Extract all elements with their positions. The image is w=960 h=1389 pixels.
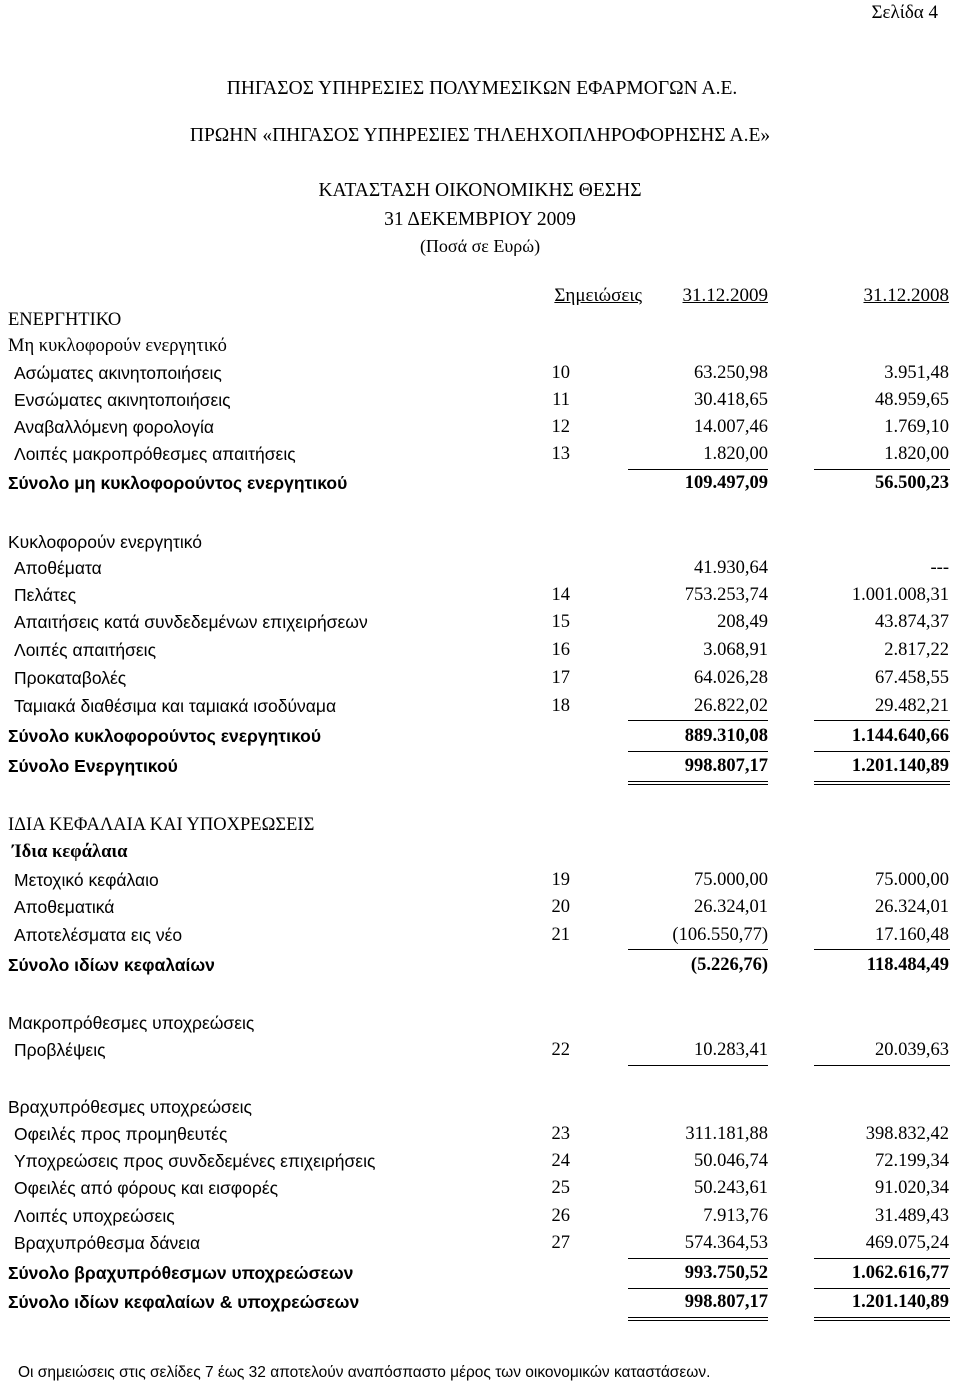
table-row xyxy=(0,585,960,613)
subtotal-value-2008: 1.144.640,66 xyxy=(851,726,949,746)
row-label: Αποθεματικά xyxy=(14,897,115,917)
row-label: Προκαταβολές xyxy=(14,668,127,688)
table-row xyxy=(0,640,960,668)
subtotal-label: Σύνολο κυκλοφορούντος ενεργητικού xyxy=(8,726,322,746)
total-value-2008: 1.201.140,89 xyxy=(851,756,949,776)
table-row xyxy=(0,444,960,472)
row-value-2008: 469.075,24 xyxy=(865,1233,949,1253)
subtotal-value-2009: 889.310,08 xyxy=(684,726,768,746)
currency-note: (Ποσά σε Ευρώ) xyxy=(419,236,541,256)
row-value-2009: 30.418,65 xyxy=(694,390,768,410)
page-number: Σελίδα 4 xyxy=(871,2,938,23)
row-note: 18 xyxy=(551,696,570,716)
total-row xyxy=(0,756,960,784)
row-note: 16 xyxy=(551,640,570,660)
table-row xyxy=(0,558,960,586)
row-value-2008: 2.817,22 xyxy=(884,640,949,660)
row-value-2009: 75.000,00 xyxy=(694,870,768,890)
current-heading xyxy=(0,532,960,560)
row-label: Οφειλές προς προμηθευτές xyxy=(14,1124,228,1144)
subtotal-value-2009: (5.226,76) xyxy=(690,955,768,975)
row-value-2009: 26.822,02 xyxy=(694,696,768,716)
row-value-2008: 26.324,01 xyxy=(875,897,949,917)
row-note: 25 xyxy=(551,1178,570,1198)
row-label: Ενσώματες ακινητοποιήσεις xyxy=(14,390,231,410)
total-value-2009: 998.807,17 xyxy=(684,756,768,776)
table-row xyxy=(0,870,960,898)
underline-2008 xyxy=(814,1065,950,1066)
row-note: 19 xyxy=(551,870,570,890)
row-value-2008: 75.000,00 xyxy=(875,870,949,890)
company-name: ΠΗΓΑΣΟΣ ΥΠΗΡΕΣΙΕΣ ΠΟΛΥΜΕΣΙΚΩΝ ΕΦΑΡΜΟΓΩΝ Α.Ε. xyxy=(226,78,738,99)
row-value-2008: 3.951,48 xyxy=(884,363,949,383)
double-underline-2009 xyxy=(628,1317,768,1318)
equity-liabilities-heading xyxy=(0,815,960,843)
row-label: Οφειλές από φόρους και εισφορές xyxy=(14,1178,279,1198)
row-value-2009: 574.364,53 xyxy=(684,1233,768,1253)
equity-liabilities-heading-label: ΙΔΙΑ ΚΕΦΑΛΑΙΑ ΚΑΙ ΥΠΟΧΡΕΩΣΕΙΣ xyxy=(8,815,315,835)
shortterm-heading xyxy=(0,1097,960,1125)
row-value-2008: 91.020,34 xyxy=(875,1178,949,1198)
underline-2008 xyxy=(814,1258,950,1259)
subtotal-label: Σύνολο ιδίων κεφαλαίων xyxy=(8,955,215,975)
row-value-2008: 48.959,65 xyxy=(875,390,949,410)
double-underline-2009 xyxy=(628,1320,768,1321)
underline-2009 xyxy=(628,949,768,950)
current-heading-label: Κυκλοφορούν ενεργητικό xyxy=(8,532,203,552)
row-value-2009: (106.550,77) xyxy=(672,925,768,945)
noncurrent-heading xyxy=(0,336,960,364)
double-underline-2008 xyxy=(814,1317,950,1318)
table-row xyxy=(0,897,960,925)
row-label: Ταμιακά διαθέσιμα και ταμιακά ισοδύναμα xyxy=(14,696,337,716)
subtotal-value-2008: 1.062.616,77 xyxy=(851,1263,949,1283)
subtotal-row xyxy=(0,1263,960,1291)
row-label: Υποχρεώσεις προς συνδεδεμένες επιχειρήσεις xyxy=(14,1151,376,1171)
underline-2009 xyxy=(628,1258,768,1259)
row-value-2009: 50.243,61 xyxy=(694,1178,768,1198)
row-label: Απαιτήσεις κατά συνδεδεμένων επιχειρήσεων xyxy=(14,612,368,632)
row-label: Μετοχικό κεφάλαιο xyxy=(14,870,159,890)
underline-2008 xyxy=(814,751,950,752)
double-underline-2008 xyxy=(814,784,950,785)
row-value-2009: 1.820,00 xyxy=(703,444,768,464)
row-value-2008: 29.482,21 xyxy=(875,696,949,716)
table-row xyxy=(0,1178,960,1206)
row-value-2008: 67.458,55 xyxy=(875,668,949,688)
table-row xyxy=(0,390,960,418)
underline-2009 xyxy=(628,720,768,721)
row-note: 21 xyxy=(551,925,570,945)
table-row xyxy=(0,1151,960,1179)
underline-2009 xyxy=(628,1288,768,1289)
row-note: 13 xyxy=(551,444,570,464)
row-value-2008: 72.199,34 xyxy=(875,1151,949,1171)
row-value-2009: 41.930,64 xyxy=(694,558,768,578)
row-value-2008: 1.001.008,31 xyxy=(851,585,949,605)
row-value-2009: 208,49 xyxy=(717,612,768,632)
longterm-heading-label: Μακροπρόθεσμες υποχρεώσεις xyxy=(8,1013,255,1033)
assets-heading xyxy=(0,310,960,338)
company-former-name: ΠΡΩΗΝ «ΠΗΓΑΣΟΣ ΥΠΗΡΕΣΙΕΣ ΤΗΛΕΗΧΟΠΛΗΡΟΦΟΡΗΣΗΣ Α.Ε» xyxy=(189,125,771,146)
row-value-2008: 31.489,43 xyxy=(875,1206,949,1226)
table-row xyxy=(0,1124,960,1152)
row-note: 27 xyxy=(551,1233,570,1253)
row-label: Ασώματες ακινητοποιήσεις xyxy=(14,363,222,383)
row-note: 20 xyxy=(551,897,570,917)
row-value-2008: 20.039,63 xyxy=(875,1040,949,1060)
row-value-2009: 64.026,28 xyxy=(694,668,768,688)
shortterm-heading-label: Βραχυπρόθεσμες υποχρεώσεις xyxy=(8,1097,252,1117)
row-value-2009: 50.046,74 xyxy=(694,1151,768,1171)
row-value-2008: 1.820,00 xyxy=(884,444,949,464)
row-note: 26 xyxy=(551,1206,570,1226)
row-value-2008: 43.874,37 xyxy=(875,612,949,632)
equity-heading xyxy=(0,842,960,870)
total-row xyxy=(0,1292,960,1320)
row-note: 14 xyxy=(551,585,570,605)
double-underline-2008 xyxy=(814,1320,950,1321)
statement-title: ΚΑΤΑΣΤΑΣΗ ΟΙΚΟΝΟΜΙΚΗΣ ΘΕΣΗΣ xyxy=(318,180,642,201)
subtotal-row xyxy=(0,473,960,501)
underline-2008 xyxy=(814,1288,950,1289)
table-row xyxy=(0,417,960,445)
row-value-2008: 398.832,42 xyxy=(865,1124,949,1144)
row-note: 11 xyxy=(552,390,570,410)
column-2008: 31.12.2008 xyxy=(863,285,949,306)
subtotal-value-2008: 118.484,49 xyxy=(866,955,949,975)
row-label: Λοιπές μακροπρόθεσμες απαιτήσεις xyxy=(14,444,296,464)
row-label: Βραχυπρόθεσμα δάνεια xyxy=(14,1233,201,1253)
row-value-2009: 311.181,88 xyxy=(685,1124,768,1144)
double-underline-2009 xyxy=(628,781,768,782)
subtotal-row xyxy=(0,955,960,983)
row-note: 17 xyxy=(551,668,570,688)
row-note: 24 xyxy=(551,1151,570,1171)
row-label: Λοιπές απαιτήσεις xyxy=(14,640,156,660)
column-notes: Σημειώσεις xyxy=(554,285,642,306)
row-note: 23 xyxy=(551,1124,570,1144)
row-label: Αποτελέσματα εις νέο xyxy=(14,925,183,945)
table-row xyxy=(0,668,960,696)
underline-2008 xyxy=(814,720,950,721)
row-value-2009: 7.913,76 xyxy=(703,1206,768,1226)
underline-2009 xyxy=(628,469,768,470)
row-value-2009: 3.068,91 xyxy=(703,640,768,660)
row-note: 22 xyxy=(551,1040,570,1060)
row-label: Λοιπές υποχρεώσεις xyxy=(14,1206,175,1226)
row-label: Προβλέψεις xyxy=(14,1040,106,1060)
footnote: Οι σημειώσεις στις σελίδες 7 έως 32 αποτελούν αναπόσπαστο μέρος των οικονομικών καταστάσεων. xyxy=(18,1364,711,1381)
row-note: 10 xyxy=(551,363,570,383)
row-value-2008: --- xyxy=(930,558,949,578)
row-label: Αναβαλλόμενη φορολογία xyxy=(14,417,215,437)
row-note: 15 xyxy=(551,612,570,632)
subtotal-label: Σύνολο μη κυκλοφορούντος ενεργητικού xyxy=(8,473,348,493)
statement-date: 31 ΔΕΚΕΜΒΡΙΟΥ 2009 xyxy=(384,209,576,230)
assets-heading-label: ΕΝΕΡΓΗΤΙΚΟ xyxy=(8,310,122,330)
subtotal-value-2009: 993.750,52 xyxy=(684,1263,768,1283)
row-value-2009: 14.007,46 xyxy=(694,417,768,437)
row-value-2009: 753.253,74 xyxy=(684,585,768,605)
double-underline-2009 xyxy=(628,784,768,785)
double-underline-2008 xyxy=(814,781,950,782)
underline-2009 xyxy=(628,751,768,752)
table-row xyxy=(0,1233,960,1261)
total-label: Σύνολο Ενεργητικού xyxy=(8,756,178,776)
total-value-2009: 998.807,17 xyxy=(684,1292,768,1312)
longterm-heading xyxy=(0,1013,960,1041)
row-label: Αποθέματα xyxy=(14,558,102,578)
column-header-row xyxy=(0,285,960,313)
subtotal-value-2009: 109.497,09 xyxy=(684,473,768,493)
row-value-2009: 26.324,01 xyxy=(694,897,768,917)
table-row xyxy=(0,612,960,640)
total-label: Σύνολο ιδίων κεφαλαίων & υποχρεώσεων xyxy=(8,1292,360,1312)
underline-2009 xyxy=(628,1065,768,1066)
subtotal-label: Σύνολο βραχυπρόθεσμων υποχρεώσεων xyxy=(8,1263,354,1283)
table-row xyxy=(0,1206,960,1234)
table-row xyxy=(0,1040,960,1068)
underline-2008 xyxy=(814,949,950,950)
row-value-2008: 17.160,48 xyxy=(875,925,949,945)
row-value-2009: 10.283,41 xyxy=(694,1040,768,1060)
row-note: 12 xyxy=(551,417,570,437)
row-value-2008: 1.769,10 xyxy=(884,417,949,437)
subtotal-value-2008: 56.500,23 xyxy=(875,473,949,493)
row-label: Πελάτες xyxy=(14,585,77,605)
row-value-2009: 63.250,98 xyxy=(694,363,768,383)
subtotal-row xyxy=(0,726,960,754)
equity-heading-label: Ίδια κεφάλαια xyxy=(12,842,128,862)
column-2009: 31.12.2009 xyxy=(682,285,768,306)
table-row xyxy=(0,363,960,391)
total-value-2008: 1.201.140,89 xyxy=(851,1292,949,1312)
noncurrent-heading-label: Μη κυκλοφορούν ενεργητικό xyxy=(8,336,227,356)
underline-2008 xyxy=(814,469,950,470)
